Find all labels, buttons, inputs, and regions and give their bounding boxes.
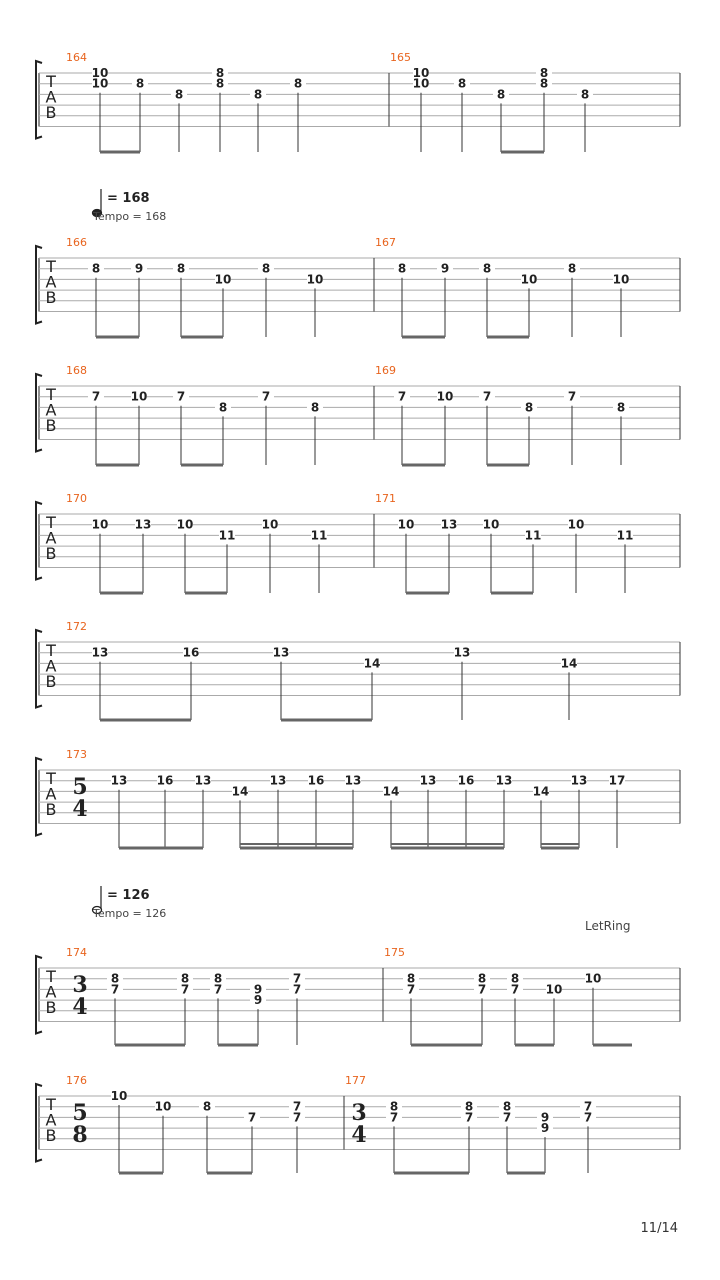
- fret-number: 16: [182, 645, 200, 660]
- tab-clef-letter: A: [45, 87, 57, 107]
- fret-number: 8: [397, 261, 407, 276]
- tab-clef-letter: B: [45, 672, 57, 691]
- tab-clef-letter: A: [45, 784, 57, 804]
- fret-number: 10: [482, 517, 500, 532]
- fret-number: 13: [453, 645, 471, 660]
- fret-number: 8: [464, 1099, 474, 1114]
- tab-clef-letter: T: [46, 385, 56, 404]
- fret-number: 7: [261, 389, 271, 404]
- tab-clef-letter: B: [45, 544, 57, 563]
- tab-clef-letter: A: [45, 1110, 57, 1130]
- tempo-text: Tempo = 126: [93, 907, 167, 920]
- measure-number: 166: [66, 236, 87, 249]
- tempo-bpm-label: = 126: [107, 888, 150, 903]
- time-signature-bottom: 8: [72, 1122, 88, 1148]
- fret-number: 10: [612, 272, 630, 287]
- fret-number: 8: [253, 87, 263, 102]
- fret-number: 7: [406, 982, 416, 997]
- fret-number: 8: [215, 76, 225, 91]
- fret-number: 8: [482, 261, 492, 276]
- let-ring-label: LetRing: [585, 919, 631, 933]
- fret-number: 7: [292, 1110, 302, 1125]
- fret-number: 7: [180, 982, 190, 997]
- staff-system: [36, 956, 680, 1045]
- fret-number: 8: [616, 400, 626, 415]
- fret-number: 10: [214, 272, 232, 287]
- fret-number: 7: [292, 971, 302, 986]
- fret-number: 8: [110, 971, 120, 986]
- time-signature-top: 3: [72, 972, 88, 998]
- fret-number: 8: [496, 87, 506, 102]
- measure-number: 168: [66, 364, 87, 377]
- fret-number: 10: [545, 982, 563, 997]
- measure-number: 167: [375, 236, 396, 249]
- fret-number: 7: [292, 1099, 302, 1114]
- fret-number: 14: [363, 656, 381, 671]
- tab-clef-letter: B: [45, 998, 57, 1017]
- tab-clef-letter: T: [46, 769, 56, 788]
- time-signature-top: 5: [72, 1100, 88, 1126]
- fret-number: 8: [524, 400, 534, 415]
- tab-clef-letter: A: [45, 528, 57, 548]
- fret-number: 8: [218, 400, 228, 415]
- fret-number: 7: [510, 982, 520, 997]
- fret-number: 7: [464, 1110, 474, 1125]
- fret-number: 8: [176, 261, 186, 276]
- fret-number: 11: [310, 528, 328, 543]
- fret-number: 10: [584, 971, 602, 986]
- fret-number: 13: [344, 773, 362, 788]
- fret-number: 13: [495, 773, 513, 788]
- fret-number: 7: [247, 1110, 257, 1125]
- measure-number: 171: [375, 492, 396, 505]
- tab-clef-letter: B: [45, 288, 57, 307]
- tab-clef-letter: B: [45, 800, 57, 819]
- fret-number: 8: [539, 76, 549, 91]
- tab-clef-letter: A: [45, 982, 57, 1002]
- fret-number: 11: [616, 528, 634, 543]
- fret-number: 16: [307, 773, 325, 788]
- fret-number: 13: [269, 773, 287, 788]
- time-signature-bottom: 4: [72, 796, 88, 822]
- fret-number: 7: [583, 1110, 593, 1125]
- tab-clef-letter: B: [45, 1126, 57, 1145]
- fret-number: 8: [174, 87, 184, 102]
- measure-number: 165: [390, 51, 411, 64]
- fret-number: 7: [91, 389, 101, 404]
- fret-number: 13: [272, 645, 290, 660]
- page-number: 11/14: [640, 1221, 678, 1236]
- fret-number: 13: [194, 773, 212, 788]
- fret-number: 8: [502, 1099, 512, 1114]
- fret-number: 7: [389, 1110, 399, 1125]
- measure-number: 169: [375, 364, 396, 377]
- fret-number: 10: [91, 66, 109, 80]
- fret-number: 9: [540, 1110, 550, 1125]
- fret-number: 8: [135, 76, 145, 91]
- fret-number: 13: [440, 517, 458, 532]
- fret-number: 10: [397, 517, 415, 532]
- fret-number: 10: [567, 517, 585, 532]
- fret-number: 8: [215, 66, 225, 80]
- fret-number: 8: [91, 261, 101, 276]
- fret-number: 13: [419, 773, 437, 788]
- measure-number: 174: [66, 946, 87, 959]
- fret-number: 10: [154, 1099, 172, 1114]
- fret-number: 10: [176, 517, 194, 532]
- tab-clef-letter: T: [46, 967, 56, 986]
- fret-number: 16: [457, 773, 475, 788]
- time-signature-top: 5: [72, 774, 88, 800]
- staff-system: [36, 630, 680, 720]
- fret-number: 9: [540, 1121, 550, 1136]
- fret-number: 7: [176, 389, 186, 404]
- staff-system: [36, 246, 680, 337]
- fret-number: 8: [457, 76, 467, 91]
- fret-number: 13: [110, 773, 128, 788]
- fret-number: 11: [218, 528, 236, 543]
- fret-number: 9: [253, 993, 263, 1008]
- fret-number: 9: [440, 261, 450, 276]
- fret-number: 10: [130, 389, 148, 404]
- fret-number: 7: [292, 982, 302, 997]
- fret-number: 14: [231, 784, 249, 799]
- fret-number: 10: [520, 272, 538, 287]
- measure-number: 176: [66, 1074, 87, 1087]
- fret-number: 7: [567, 389, 577, 404]
- fret-number: 10: [412, 66, 430, 80]
- measure-number: 175: [384, 946, 405, 959]
- fret-number: 8: [213, 971, 223, 986]
- tab-clef-letter: T: [46, 72, 56, 91]
- tab-clef-letter: A: [45, 656, 57, 676]
- tab-clef-letter: A: [45, 400, 57, 420]
- fret-number: 13: [91, 645, 109, 660]
- time-signature-bottom: 4: [351, 1122, 367, 1148]
- fret-number: 10: [91, 517, 109, 532]
- fret-number: 13: [570, 773, 588, 788]
- fret-number: 17: [608, 773, 626, 788]
- tab-clef-letter: B: [45, 416, 57, 435]
- measure-number: 177: [345, 1074, 366, 1087]
- fret-number: 7: [477, 982, 487, 997]
- tab-clef-letter: T: [46, 1095, 56, 1114]
- fret-number: 11: [524, 528, 542, 543]
- fret-number: 7: [213, 982, 223, 997]
- fret-number: 8: [180, 971, 190, 986]
- fret-number: 8: [580, 87, 590, 102]
- fret-number: 8: [293, 76, 303, 91]
- fret-number: 9: [253, 982, 263, 997]
- measure-number: 170: [66, 492, 87, 505]
- fret-number: 10: [91, 76, 109, 91]
- measure-number: 173: [66, 748, 87, 761]
- fret-number: 8: [261, 261, 271, 276]
- fret-number: 10: [412, 76, 430, 91]
- fret-number: 8: [202, 1099, 212, 1114]
- fret-number: 14: [382, 784, 400, 799]
- fret-number: 8: [477, 971, 487, 986]
- fret-number: 10: [306, 272, 324, 287]
- fret-number: 14: [532, 784, 550, 799]
- fret-number: 7: [502, 1110, 512, 1125]
- fret-number: 7: [397, 389, 407, 404]
- fret-number: 14: [560, 656, 578, 671]
- fret-number: 7: [110, 982, 120, 997]
- fret-number: 10: [110, 1089, 128, 1103]
- fret-number: 8: [510, 971, 520, 986]
- tab-clef-letter: T: [46, 257, 56, 276]
- staff-system: [36, 61, 680, 152]
- tab-clef-letter: T: [46, 513, 56, 532]
- fret-number: 10: [436, 389, 454, 404]
- measure-number: 164: [66, 51, 87, 64]
- fret-number: 9: [134, 261, 144, 276]
- measure-number: 172: [66, 620, 87, 633]
- fret-number: 8: [310, 400, 320, 415]
- fret-number: 13: [134, 517, 152, 532]
- tempo-text: Tempo = 168: [93, 210, 167, 223]
- fret-number: 8: [406, 971, 416, 986]
- fret-number: 8: [539, 66, 549, 80]
- tab-clef-letter: B: [45, 103, 57, 122]
- tab-clef-letter: T: [46, 641, 56, 660]
- fret-number: 7: [583, 1099, 593, 1114]
- staff-system: [36, 374, 680, 465]
- fret-number: 10: [261, 517, 279, 532]
- time-signature-bottom: 4: [72, 994, 88, 1020]
- staff-system: [36, 502, 680, 593]
- tab-clef-letter: A: [45, 272, 57, 292]
- time-signature-top: 3: [351, 1100, 367, 1126]
- fret-number: 8: [567, 261, 577, 276]
- staff-system: [36, 758, 680, 848]
- tempo-bpm-label: = 168: [107, 191, 150, 206]
- fret-number: 16: [156, 773, 174, 788]
- fret-number: 8: [389, 1099, 399, 1114]
- fret-number: 7: [482, 389, 492, 404]
